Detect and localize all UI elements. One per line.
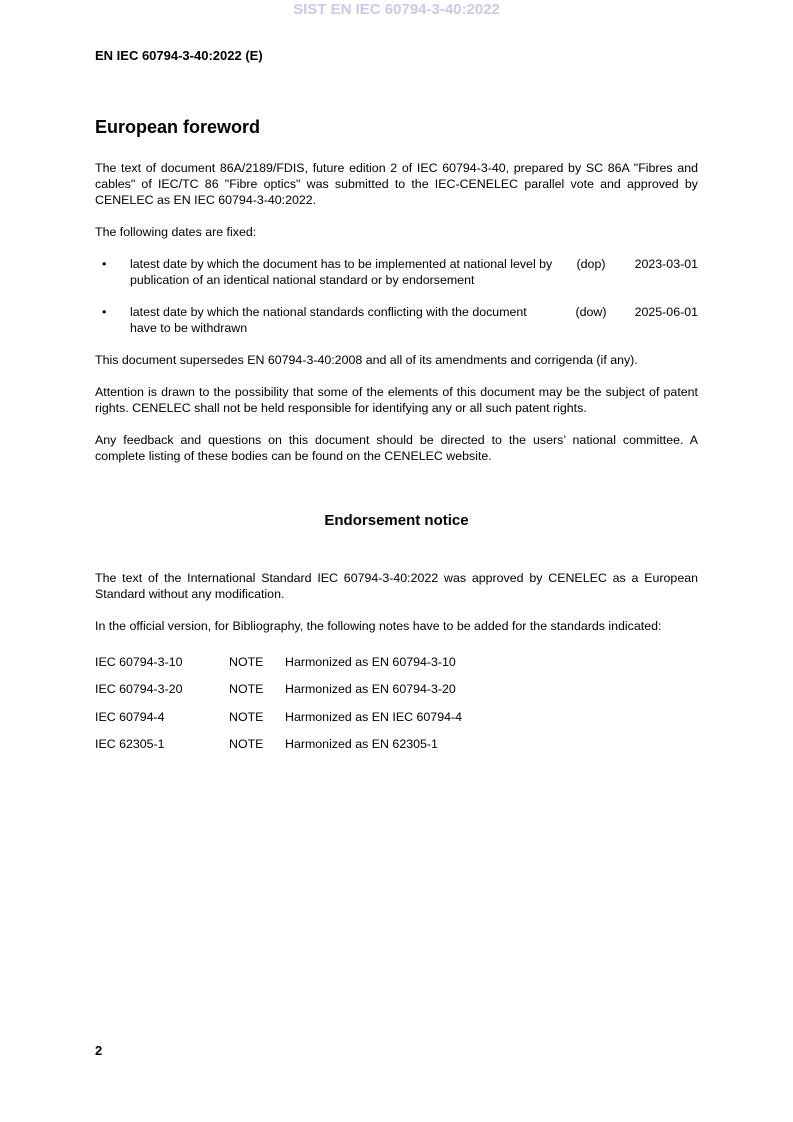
note-label: NOTE <box>229 682 264 697</box>
bullet-icon: • <box>102 257 107 271</box>
watermark: SIST EN IEC 60794-3-40:2022 <box>293 1 500 18</box>
date-description: latest date by which the document has to be implemented at national level by publication of an identical national standard or by endorsement <box>130 257 553 287</box>
note-text: Harmonized as EN 60794-3-20 <box>285 682 456 697</box>
endorsement-title: Endorsement notice <box>324 512 469 529</box>
note-label: NOTE <box>229 655 264 669</box>
note-row <box>95 681 698 708</box>
note-label: NOTE <box>229 709 264 724</box>
note-text: Harmonized as EN 60794-3-10 <box>285 655 456 669</box>
patent-paragraph: Attention is drawn to the possibility that some of the elements of this document may be the subject of patent rights. CENELEC shall not be held responsible for identifying any or all such patent rights. <box>95 385 698 415</box>
note-row <box>95 709 698 736</box>
page-content <box>95 116 698 763</box>
date-code: (dow) <box>575 305 607 319</box>
document-identifier: EN IEC 60794-3-40:2022 (E) <box>95 48 263 63</box>
note-text: Harmonized as EN IEC 60794-4 <box>285 709 462 724</box>
dates-list <box>95 256 698 336</box>
foreword-paragraph: The text of document 86A/2189/FDIS, future edition 2 of IEC 60794-3-40, prepared by SC 86A "Fibres and cables" of IEC/TC 86 "Fibre optics" was submitted to the IEC-CENELEC parallel vote and approved by CENELEC as EN IEC 60794-3-40:2022. <box>95 161 698 207</box>
date-value: 2023-03-01 <box>634 257 698 271</box>
note-standard: IEC 60794-4 <box>95 709 165 724</box>
foreword-title: European foreword <box>95 117 261 137</box>
dates-intro: The following dates are fixed: <box>95 225 257 239</box>
date-item-dop <box>95 256 698 288</box>
note-text: Harmonized as EN 62305-1 <box>285 736 438 751</box>
note-row <box>95 654 698 681</box>
date-value: 2025-06-01 <box>634 305 698 319</box>
note-standard: IEC 60794-3-10 <box>95 655 183 669</box>
note-standard: IEC 62305-1 <box>95 736 165 751</box>
bibliography-intro: In the official version, for Bibliography, the following notes have to be added for the standards indicated: <box>95 619 662 633</box>
supersedes-paragraph: This document supersedes EN 60794-3-40:2008 and all of its amendments and corrigenda (if any). <box>95 353 638 367</box>
feedback-paragraph: Any feedback and questions on this document should be directed to the users’ national committee. A complete listing of these bodies can be found on the CENELEC website. <box>95 433 698 463</box>
date-description: latest date by which the national standards conflicting with the document have to be withdrawn <box>130 305 527 335</box>
date-item-dow <box>95 304 698 336</box>
note-standard: IEC 60794-3-20 <box>95 682 183 697</box>
page-number: 2 <box>95 1043 103 1058</box>
note-row <box>95 736 698 763</box>
bibliography-notes <box>95 654 698 763</box>
endorsement-paragraph: The text of the International Standard IEC 60794-3-40:2022 was approved by CENELEC as a European Standard without any modification. <box>95 571 698 601</box>
date-code: (dop) <box>576 257 606 271</box>
bullet-icon: • <box>102 305 107 319</box>
note-label: NOTE <box>229 736 264 751</box>
